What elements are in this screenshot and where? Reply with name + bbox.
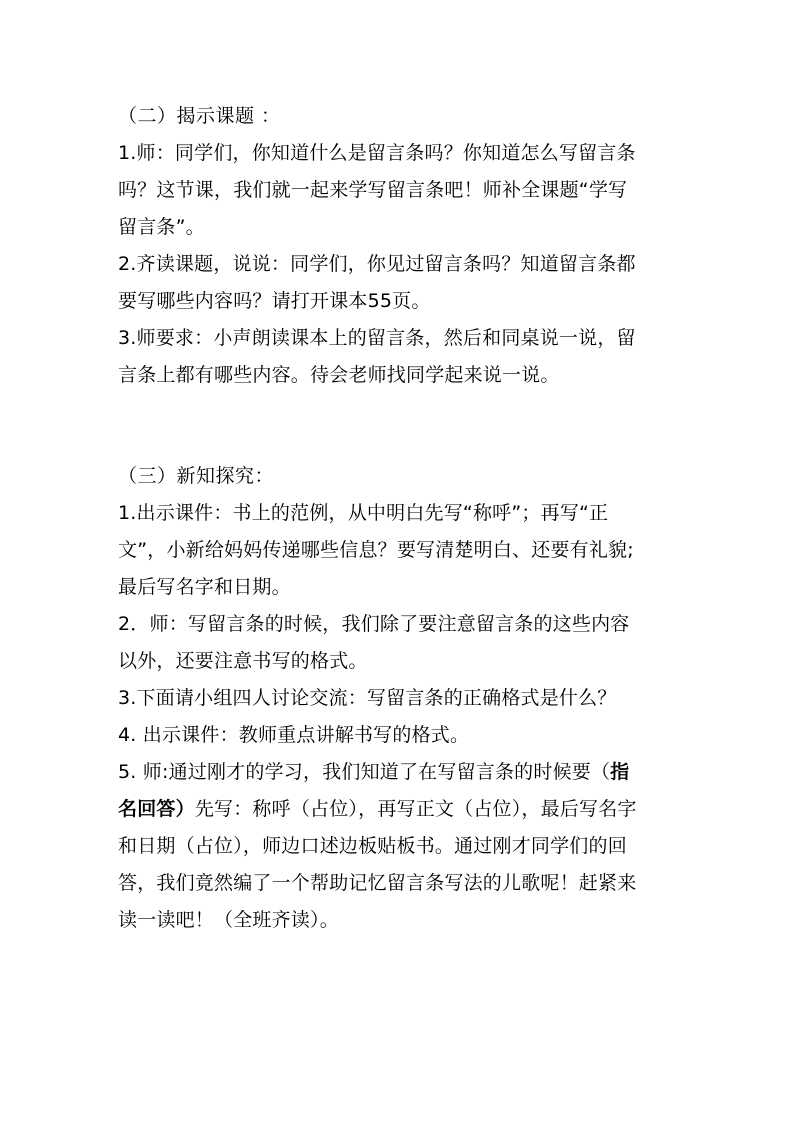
paragraph-line: 留言条”。 [118,216,205,238]
paragraph-line: 1.师：同学们，你知道什么是留言条吗？你知道怎么写留言条 [118,142,636,164]
document-page [118,98,678,939]
text-run: 先写：称呼（占位），再写正文（占位），最后写名字 [194,798,637,820]
paragraph-line: 要写哪些内容吗？请打开课本55页。 [118,290,431,312]
paragraph-line: 吗？这节课，我们就一起来学写留言条吧！师补全课题“学写 [118,179,628,201]
paragraph-line: 和日期（占位），师边口述边板贴板书。通过刚才同学们的回 [118,835,627,857]
paragraph-line: 言条上都有哪些内容。待会老师找同学起来说一说。 [118,364,560,386]
paragraph-line: 答，我们竟然编了一个帮助记忆留言条写法的儿歌呢！赶紧来 [118,872,637,894]
paragraph-line: 4. 出示课件：教师重点讲解书写的格式。 [118,724,470,746]
paragraph-line: 文”，小新给妈妈传递哪些信息？要写清楚明白、还要有礼貌; [118,539,634,561]
paragraph-line: 3.下面请小组四人讨论交流：写留言条的正确格式是什么？ [118,687,617,709]
section-new-knowledge [118,458,678,939]
paragraph-line [118,754,678,791]
section-heading: （二）揭示课题 ： [118,105,281,127]
paragraph-line: 1.出示课件：书上的范例，从中明白先写“称呼”；再写“正 [118,502,609,524]
section-heading: （三）新知探究： [118,465,275,487]
bold-text: 名回答） [118,798,195,820]
paragraph-line [118,791,678,828]
bold-text: 指 [610,761,630,783]
section-spacer [118,394,678,458]
text-run: 5. 师:通过刚才的学习，我们知道了在写留言条的时候要（ [118,761,611,783]
paragraph-line: 读一读吧！（全班齐读）。 [118,909,339,931]
paragraph-line: 2.齐读课题，说说：同学们，你见过留言条吗？知道留言条都 [118,253,636,275]
paragraph-line: 最后写名字和日期。 [118,576,291,598]
section-reveal-topic [118,98,678,394]
paragraph-line: 以外，还要注意书写的格式。 [118,650,368,672]
paragraph-line: 3.师要求：小声朗读课本上的留言条，然后和同桌说一说，留 [118,327,636,349]
paragraph-line: 2．师：写留言条的时候，我们除了要注意留言条的这些内容 [118,613,630,635]
